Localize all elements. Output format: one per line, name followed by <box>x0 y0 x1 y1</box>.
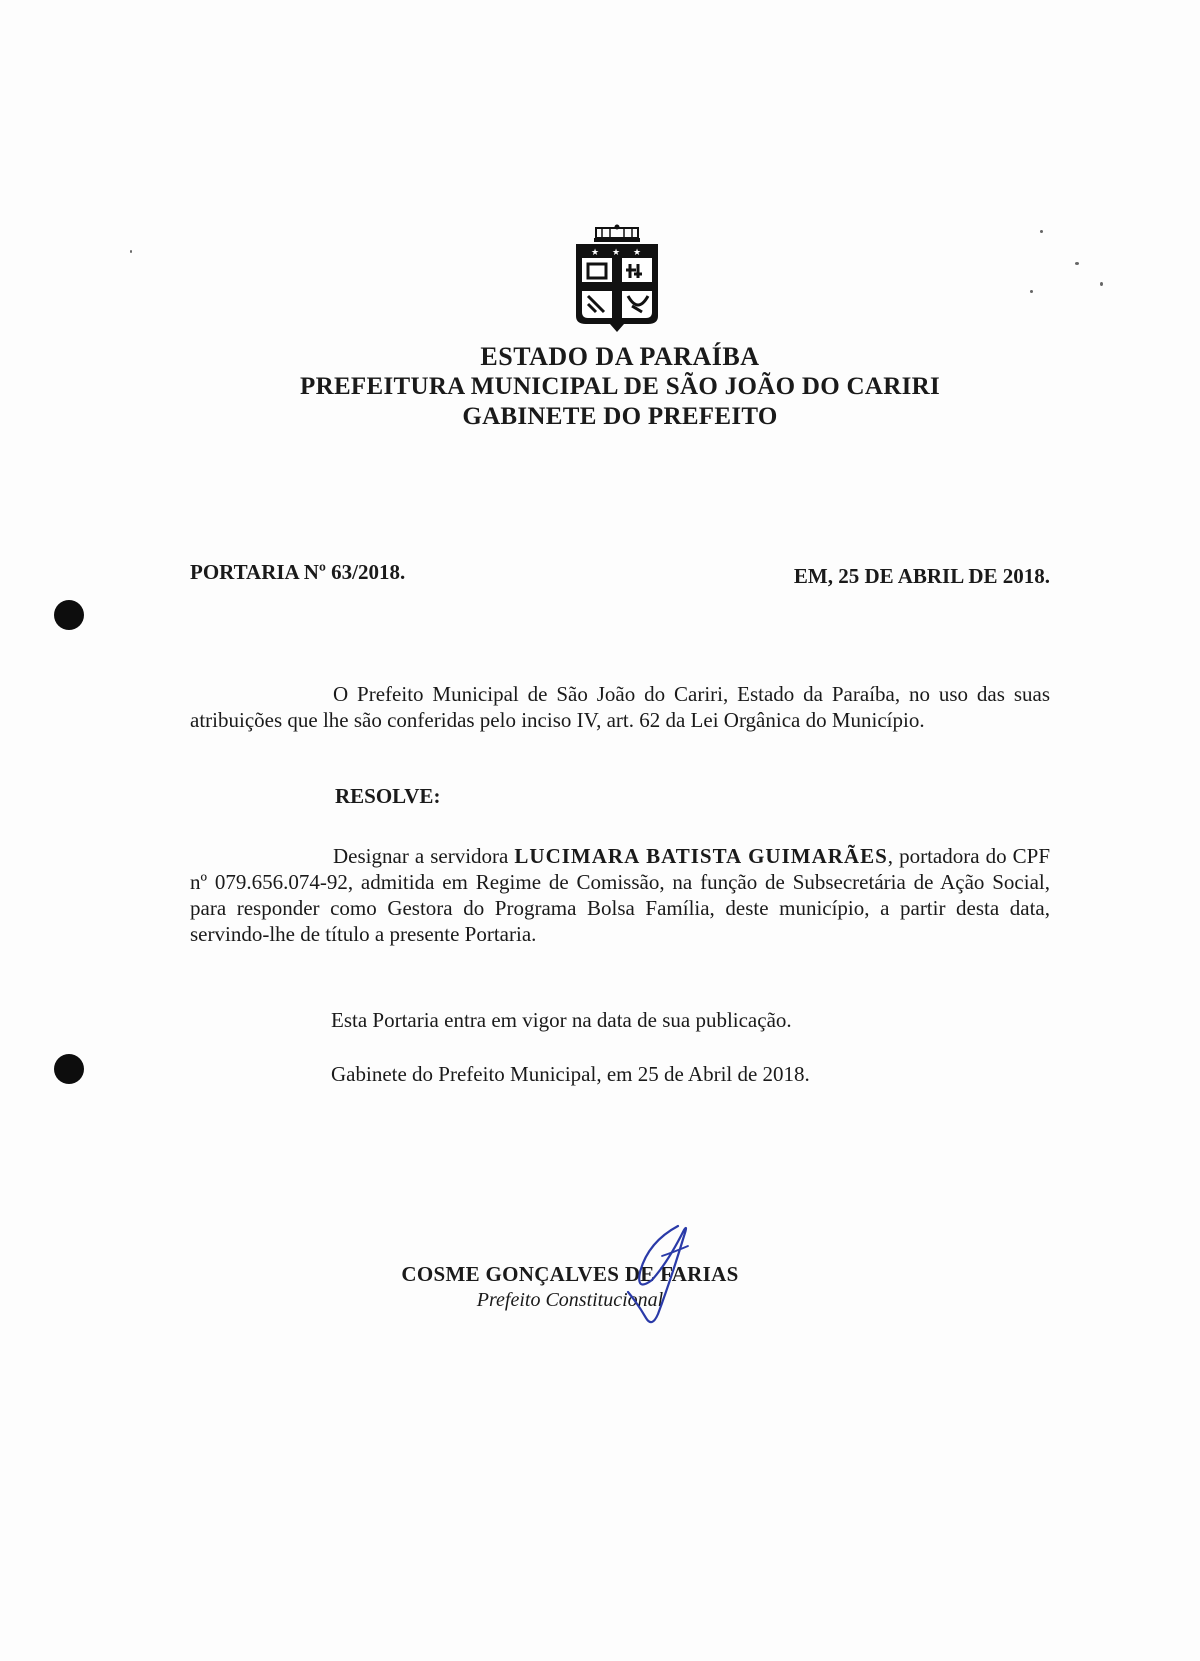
punch-hole-bottom <box>54 1054 84 1084</box>
header-state: ESTADO DA PARAÍBA <box>480 342 760 371</box>
scan-speck <box>1075 262 1079 265</box>
designated-employee-name: LUCIMARA BATISTA GUIMARÃES <box>514 844 888 868</box>
designation-paragraph <box>190 843 1050 947</box>
scan-speck <box>1040 230 1043 233</box>
resolve-label: RESOLVE: <box>335 784 441 808</box>
designation-prefix: Designar a servidora <box>333 844 515 868</box>
municipal-crest-icon <box>574 224 660 336</box>
svg-text:★: ★ <box>612 248 621 258</box>
svg-text:★: ★ <box>591 248 600 258</box>
designation-details: , portadora do CPF nº 079.656.074-92, admitida em Regime de Comissão, na função de Subsecretária de Ação Social, para responder como Gestora do Programa Bolsa Família, deste município, a partir desta data, servindo-lhe de título a presente Portaria. <box>190 844 1050 946</box>
header-office: GABINETE DO PREFEITO <box>462 403 778 430</box>
portaria-date: EM, 25 DE ABRIL DE 2018. <box>793 564 1050 588</box>
signer-name: COSME GONÇALVES DE FARIAS <box>401 1262 739 1286</box>
scan-speck <box>1030 290 1033 293</box>
signature-block <box>340 1262 800 1312</box>
scan-speck <box>130 250 132 253</box>
effective-clause: Esta Portaria entra em vigor na data de sua publicação. <box>331 1008 792 1032</box>
scan-speck <box>1100 282 1103 286</box>
handwritten-signature-icon <box>618 1222 708 1332</box>
closing-line: Gabinete do Prefeito Municipal, em 25 de Abril de 2018. <box>331 1062 810 1086</box>
signer-title: Prefeito Constitucional <box>476 1289 664 1311</box>
portaria-number: PORTARIA Nº 63/2018. <box>190 560 406 584</box>
intro-paragraph: O Prefeito Municipal de São João do Cariri, Estado da Paraíba, no uso das suas atribuições que lhe são conferidas pelo inciso IV, art. 62 da Lei Orgânica do Município. <box>190 682 1050 732</box>
punch-hole-top <box>54 600 84 630</box>
document-header <box>0 342 1200 432</box>
svg-text:★: ★ <box>633 248 642 258</box>
header-municipality: PREFEITURA MUNICIPAL DE SÃO JOÃO DO CARIRI <box>300 373 940 400</box>
